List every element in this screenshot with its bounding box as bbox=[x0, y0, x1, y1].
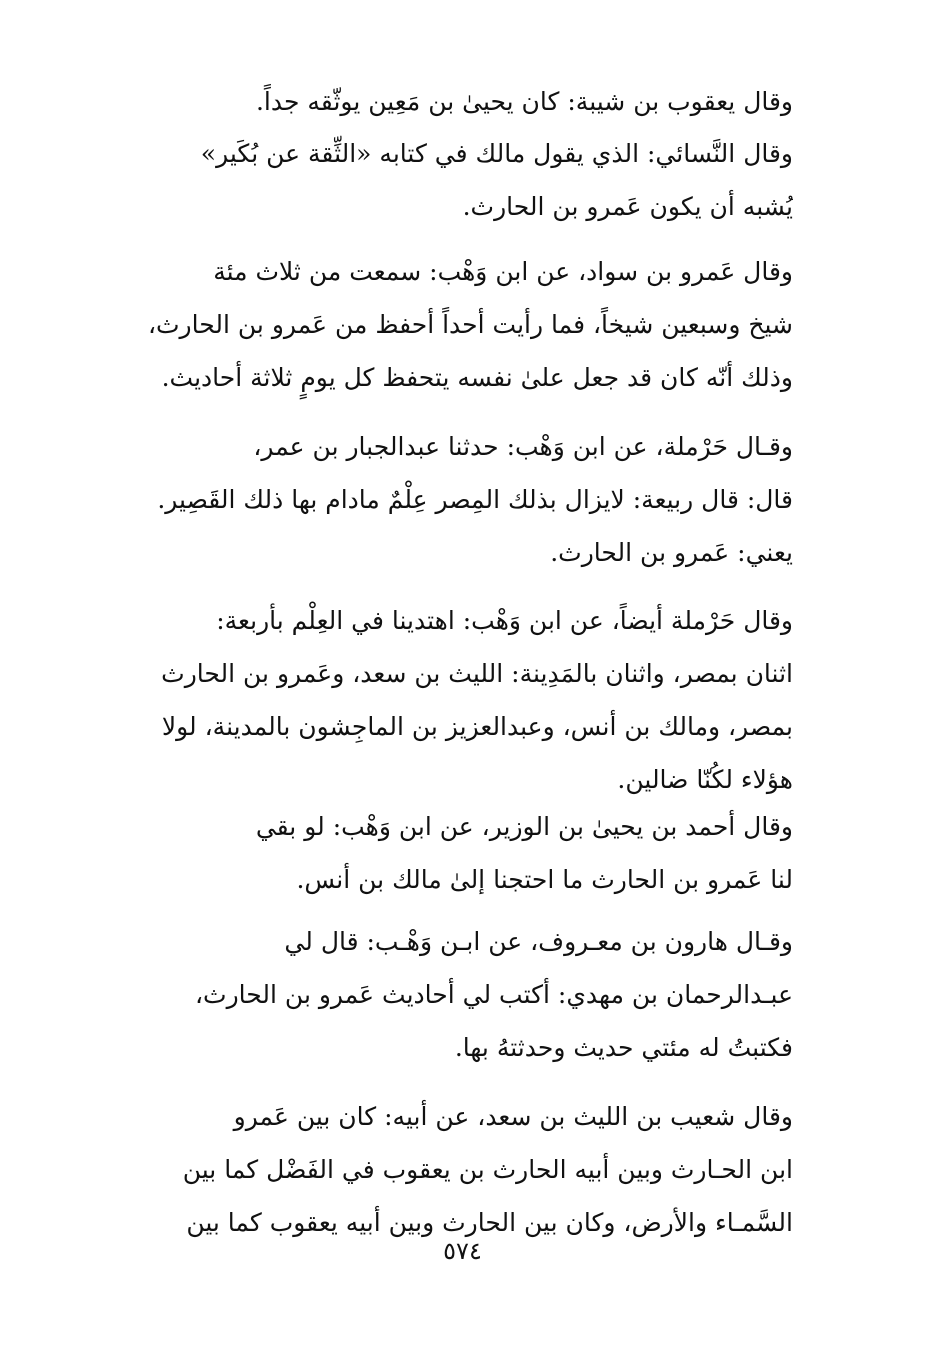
paragraph-harmala-2 bbox=[103, 594, 793, 806]
paragraph-yaqub-ibn-shayba bbox=[103, 75, 793, 128]
text-line: وقال النَّسائي: الذي يقول مالك في كتابه «الثِّقة عن بُكَير» bbox=[200, 139, 793, 168]
text-line: يعني: عَمرو بن الحارث. bbox=[550, 538, 793, 567]
text-line: السَّمـاء والأرض، وكان بين الحارث وبين أبيه يعقوب كما بين bbox=[186, 1208, 793, 1237]
paragraph-shuayb-ibn-al-layth bbox=[103, 1090, 793, 1249]
text-line: يُشبه أن يكون عَمرو بن الحارث. bbox=[462, 192, 793, 221]
text-line: لنا عَمرو بن الحارث ما احتجنا إلىٰ مالك بن أنس. bbox=[296, 865, 793, 894]
text-line: هؤلاء لكُنّا ضالين. bbox=[617, 765, 793, 794]
text-line: ابن الحـارث وبين أبيه الحارث بن يعقوب في الفَضْل كما بين bbox=[182, 1155, 793, 1184]
paragraph-ahmad-ibn-yahya bbox=[103, 800, 793, 906]
text-line: اثنان بمصر، واثنان بالمَدِينة: الليث بن سعد، وعَمرو بن الحارث bbox=[161, 659, 793, 688]
text-line: قال: قال ربيعة: لايزال بذلك المِصر عِلْمٌ مادام بها ذلك القَصِير. bbox=[157, 485, 793, 514]
text-line: وقال عَمرو بن سواد، عن ابن وَهْب: سمعت من ثلاث مئة bbox=[213, 257, 793, 286]
text-line: وقـال حَرْملة، عن ابن وَهْب: حدثنا عبدالجبار بن عمر، bbox=[253, 432, 793, 461]
paragraph-amr-ibn-sawad bbox=[103, 245, 793, 404]
text-line: بمصر، ومالك بن أنس، وعبدالعزيز بن الماجِشون بالمدينة، لولا bbox=[161, 712, 793, 741]
text-line: وقال حَرْملة أيضاً، عن ابن وَهْب: اهتدينا في العِلْم بأربعة: bbox=[216, 606, 793, 635]
text-line: وقال أحمد بن يحيىٰ بن الوزير، عن ابن وَهْب: لو بقي bbox=[255, 812, 793, 841]
text-line: وذلك أنّه كان قد جعل علىٰ نفسه يتحفظ كل يومٍ ثلاثة أحاديث. bbox=[161, 363, 793, 392]
paragraph-al-nasai bbox=[103, 127, 793, 233]
page-number: ٥٧٤ bbox=[443, 1237, 482, 1265]
text-line: عبـدالرحمان بن مهدي: أكتب لي أحاديث عَمرو بن الحارث، bbox=[194, 980, 793, 1009]
text-line: شيخ وسبعين شيخاً، فما رأيت أحداً أحفظ من عَمرو بن الحارث، bbox=[147, 310, 793, 339]
text-line: فكتبتُ له مئتي حديث وحدثتهُ بها. bbox=[454, 1033, 793, 1062]
text-line: وقـال هارون بن معـروف، عن ابـن وَهْـب: قال لي bbox=[284, 927, 793, 956]
text-line: وقال يعقوب بن شيبة: كان يحيىٰ بن مَعِين يوثّقه جداً. bbox=[255, 87, 793, 116]
text-line: وقال شعيب بن الليث بن سعد، عن أبيه: كان بين عَمرو bbox=[233, 1102, 793, 1131]
paragraph-harun-ibn-maruf bbox=[103, 915, 793, 1074]
paragraph-harmala-1 bbox=[103, 420, 793, 579]
